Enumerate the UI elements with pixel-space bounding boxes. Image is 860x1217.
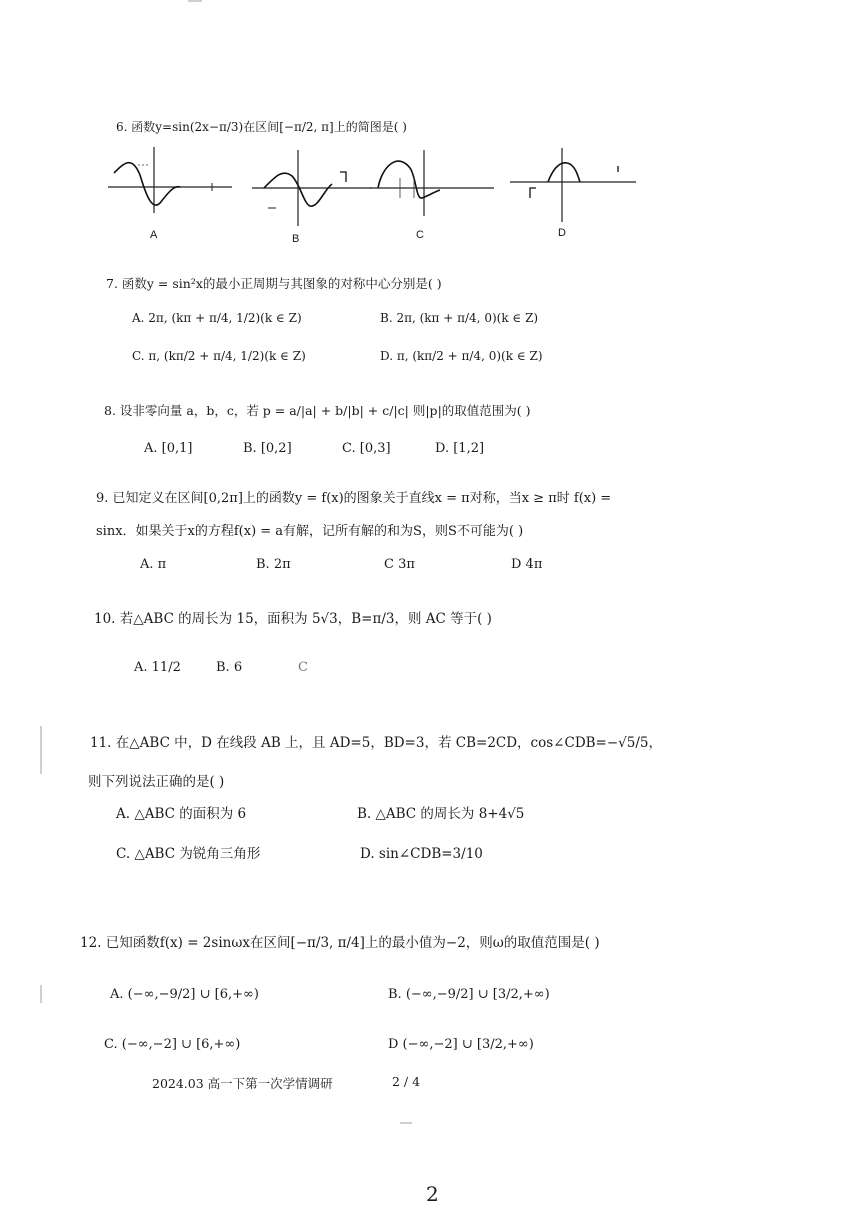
- exam-footer-page-fraction: 2 / 4: [392, 1074, 421, 1089]
- q9-option-c[interactable]: C 3π: [384, 557, 415, 572]
- q6-graph-a: [108, 145, 238, 215]
- question-9-stem-line1: 9. 已知定义在区间[0,2π]上的函数y = f(x)的图象关于直线x = π对称，当x ≥ π时 f(x) =: [96, 491, 612, 506]
- q11-option-d[interactable]: D. sin∠CDB=3/10: [360, 846, 483, 862]
- question-12-stem: 12. 已知函数f(x) = 2sinωx在区间[−π/3, π/4]上的最小值为−2，则ω的取值范围是( ): [80, 935, 600, 951]
- scan-mark-bottom: [400, 1122, 412, 1124]
- q7-option-b[interactable]: B. 2π, (kπ + π/4, 0)(k ∈ Z): [380, 311, 539, 325]
- q6-graph-b-label: B: [292, 233, 300, 245]
- q9-option-a[interactable]: A. π: [140, 557, 167, 572]
- q6-graph-c: [370, 148, 498, 218]
- q12-option-d[interactable]: D (−∞,−2] ∪ [3/2,+∞): [388, 1037, 534, 1052]
- q11-option-b[interactable]: B. △ABC 的周长为 8+4√5: [357, 806, 525, 822]
- q8-option-a[interactable]: A. [0,1]: [144, 441, 193, 456]
- question-9-stem-line2: sinx．如果关于x的方程f(x) = a有解，记所有解的和为S，则S不可能为( ): [96, 524, 524, 539]
- q9-option-b[interactable]: B. 2π: [256, 557, 291, 572]
- q7-option-d[interactable]: D. π, (kπ/2 + π/4, 0)(k ∈ Z): [380, 349, 543, 363]
- q10-option-b[interactable]: B. 6: [216, 660, 243, 675]
- scan-mark-top: [188, 0, 202, 2]
- q11-option-c[interactable]: C. △ABC 为锐角三角形: [116, 846, 261, 862]
- q10-option-c[interactable]: C: [298, 660, 308, 675]
- q8-option-c[interactable]: C. [0,3]: [342, 441, 391, 456]
- q8-option-d[interactable]: D. [1,2]: [435, 441, 485, 456]
- q12-option-a[interactable]: A. (−∞,−9/2] ∪ [6,+∞): [110, 987, 259, 1002]
- q6-graph-c-label: C: [416, 229, 424, 241]
- q6-graph-b: [252, 148, 377, 228]
- q11-option-a[interactable]: A. △ABC 的面积为 6: [116, 806, 247, 822]
- question-8-stem: 8. 设非零向量 a，b，c，若 p = a/|a| + b/|b| + c/|c| 则|p|的取值范围为( ): [104, 403, 531, 418]
- question-6-stem: 6. 函数y=sin(2x−π/3)在区间[−π/2, π]上的简图是( ): [116, 120, 407, 134]
- scan-mark-left: [40, 726, 42, 774]
- q8-option-b[interactable]: B. [0,2]: [243, 441, 292, 456]
- question-10-stem: 10. 若△ABC 的周长为 15，面积为 5√3，B=π/3，则 AC 等于( ): [94, 611, 492, 627]
- q12-option-b[interactable]: B. (−∞,−9/2] ∪ [3/2,+∞): [388, 987, 550, 1002]
- q10-option-a[interactable]: A. 11/2: [134, 660, 181, 675]
- page-number: 2: [426, 1182, 439, 1206]
- scan-mark-left-2: [40, 985, 42, 1003]
- q6-graph-a-label: A: [150, 229, 158, 241]
- q9-option-d[interactable]: D 4π: [511, 557, 543, 572]
- q12-option-c[interactable]: C. (−∞,−2] ∪ [6,+∞): [104, 1037, 241, 1052]
- question-11-stem-line1: 11. 在△ABC 中，D 在线段 AB 上，且 AD=5，BD=3，若 CB=2CD，cos∠CDB=−√5/5，: [90, 735, 663, 751]
- question-7-stem: 7. 函数y = sin²x的最小正周期与其图象的对称中心分别是( ): [106, 276, 442, 291]
- q6-graph-d-label: D: [558, 227, 566, 239]
- question-11-stem-line2: 则下列说法正确的是( ): [88, 774, 225, 790]
- exam-footer-title: 2024.03 高一下第一次学情调研: [152, 1076, 333, 1091]
- q6-graph-d: [510, 146, 640, 224]
- q7-option-a[interactable]: A. 2π, (kπ + π/4, 1/2)(k ∈ Z): [132, 311, 302, 325]
- q7-option-c[interactable]: C. π, (kπ/2 + π/4, 1/2)(k ∈ Z): [132, 349, 306, 363]
